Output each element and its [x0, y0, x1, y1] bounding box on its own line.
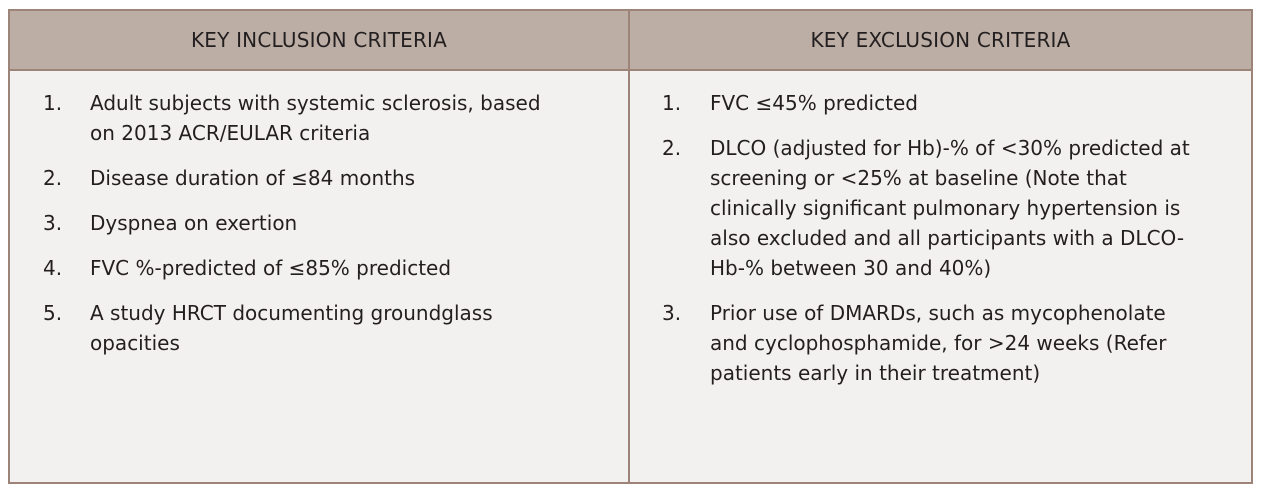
item-number: 3. [662, 301, 682, 325]
item-number: 5. [43, 301, 63, 325]
exclusion-cell [630, 71, 1251, 482]
item-number: 2. [662, 136, 682, 160]
item-number: 2. [43, 166, 63, 190]
item-number: 4. [43, 256, 63, 280]
exclusion-header: KEY EXCLUSION CRITERIA [630, 11, 1251, 71]
inclusion-item [10, 88, 628, 148]
criteria-table [8, 9, 1253, 484]
exclusion-item [630, 133, 1251, 283]
inclusion-item [10, 298, 628, 358]
inclusion-header: KEY INCLUSION CRITERIA [10, 11, 630, 71]
item-text: FVC ≤45% predicted [710, 91, 918, 115]
inclusion-list [10, 88, 628, 358]
item-text: Prior use of DMARDs, such as mycophenolate and cyclophosphamide, for >24 weeks (Refer patients early in their treatment) [710, 301, 1167, 385]
item-text: Adult subjects with systemic sclerosis, based on 2013 ACR/EULAR criteria [90, 91, 541, 145]
inclusion-item [10, 253, 628, 283]
item-text: FVC %-predicted of ≤85% predicted [90, 256, 452, 280]
inclusion-item [10, 163, 628, 193]
exclusion-item [630, 88, 1251, 118]
item-number: 3. [43, 211, 63, 235]
exclusion-list [630, 88, 1251, 388]
item-number: 1. [43, 91, 63, 115]
item-text: A study HRCT documenting groundglass opacities [90, 301, 493, 355]
exclusion-item [630, 298, 1251, 388]
item-text: Dyspnea on exertion [90, 211, 298, 235]
item-text: DLCO (adjusted for Hb)-% of <30% predicted at screening or <25% at baseline (Note that clinically significant pulmonary hypertension is also excluded and all participants with a DLCO-Hb-% between 30 and 40%) [710, 136, 1190, 280]
inclusion-cell [10, 71, 630, 482]
item-number: 1. [662, 91, 682, 115]
item-text: Disease duration of ≤84 months [90, 166, 416, 190]
inclusion-item [10, 208, 628, 238]
